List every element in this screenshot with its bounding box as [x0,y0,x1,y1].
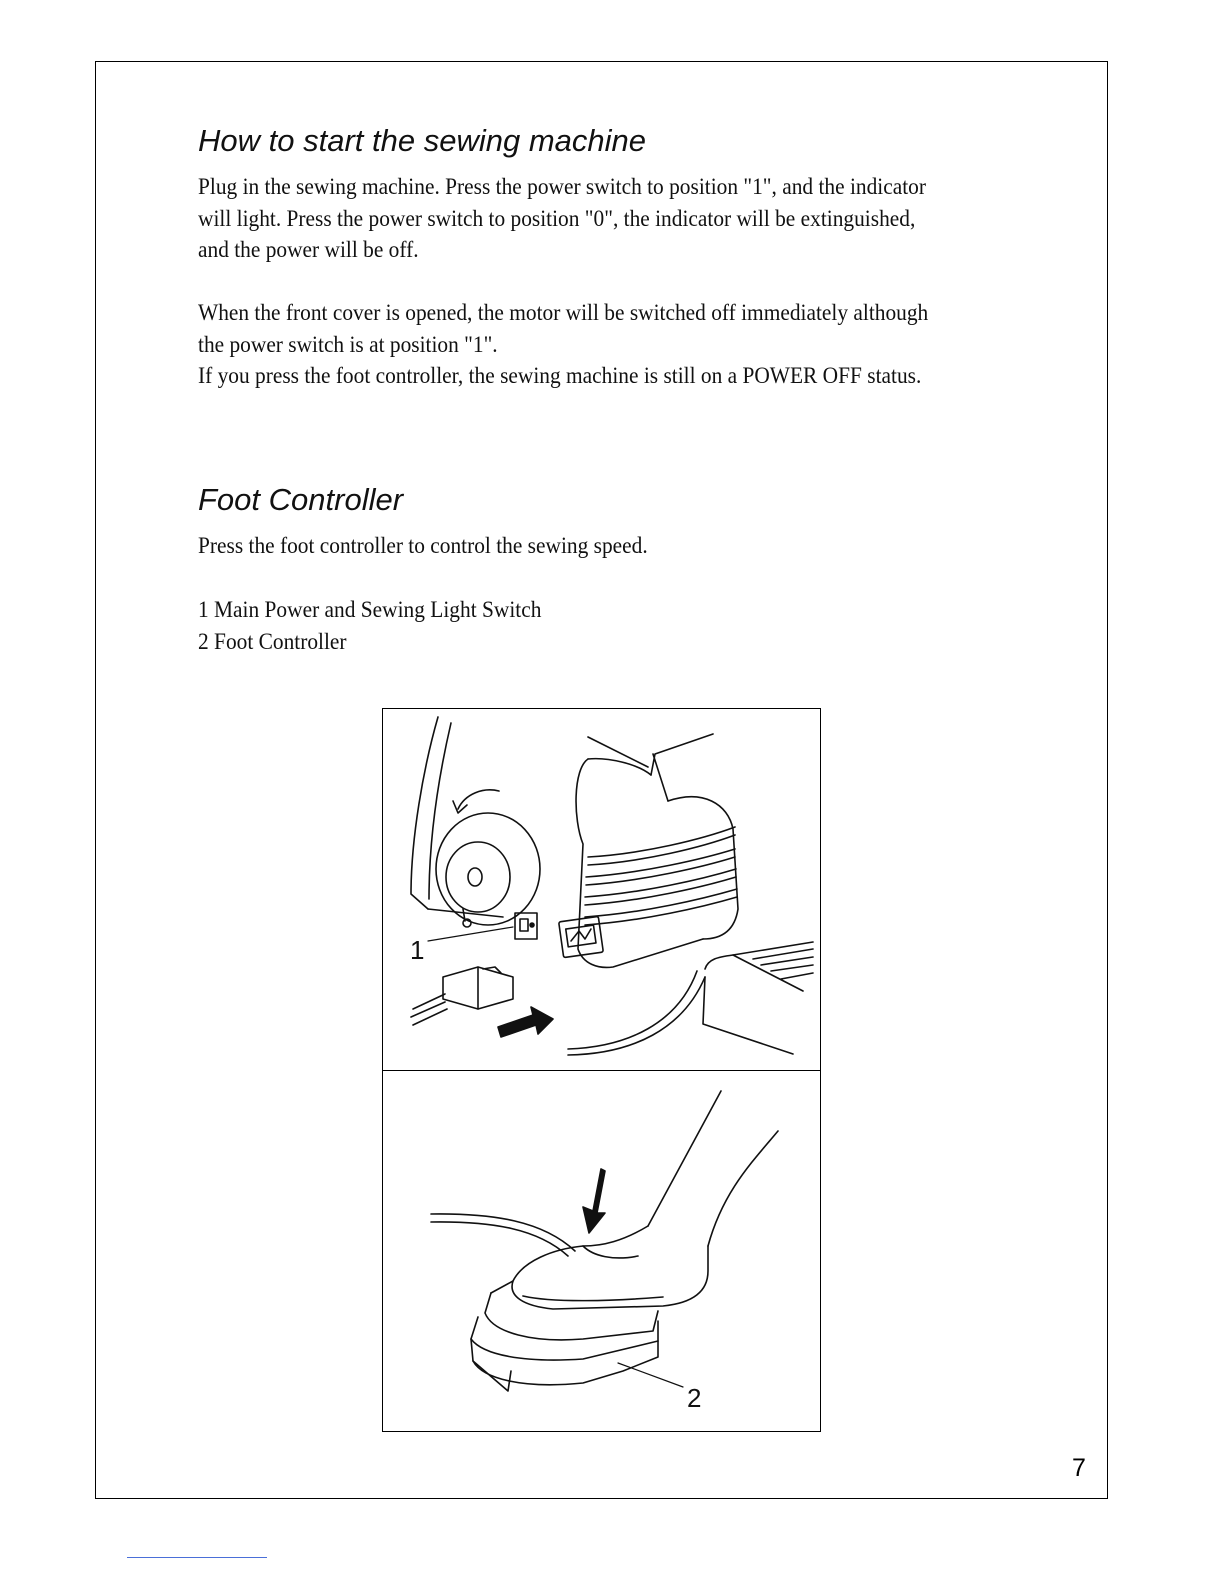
paragraph-foot-controller [198,530,979,562]
section-heading-foot-controller: Foot Controller [198,482,404,517]
machine-side-illustration [383,709,820,1070]
legend-item: 1 Main Power and Sewing Light Switch [198,597,542,622]
text-line: Press the foot controller to control the sewing speed. [198,533,648,558]
legend-list [198,594,979,657]
figure-foot-controller [382,1070,821,1432]
text-line: the power switch is at position "1". [198,331,498,357]
footer-rule [127,1557,267,1558]
paragraph-power-switch [198,171,979,266]
paragraph-front-cover [198,297,979,392]
text-line: Plug in the sewing machine. Press the power switch to position "1", and the indicator [198,174,926,199]
text-line: When the front cover is opened, the motor will be switched off immediately although [198,300,929,325]
callout-2: 2 [687,1383,702,1413]
page-number: 7 [1072,1454,1086,1482]
legend-item: 2 Foot Controller [198,628,347,654]
text-line: If you press the foot controller, the sewing machine is still on a POWER OFF status. [198,363,922,388]
text-line: will light. Press the power switch to position "0", the indicator will be extinguished, [198,205,916,231]
foot-pedal-illustration [383,1071,820,1431]
figure-power-connection [382,708,821,1071]
callout-1: 1 [410,935,425,965]
section-heading-start: How to start the sewing machine [198,123,646,158]
text-line: and the power will be off. [198,237,419,262]
